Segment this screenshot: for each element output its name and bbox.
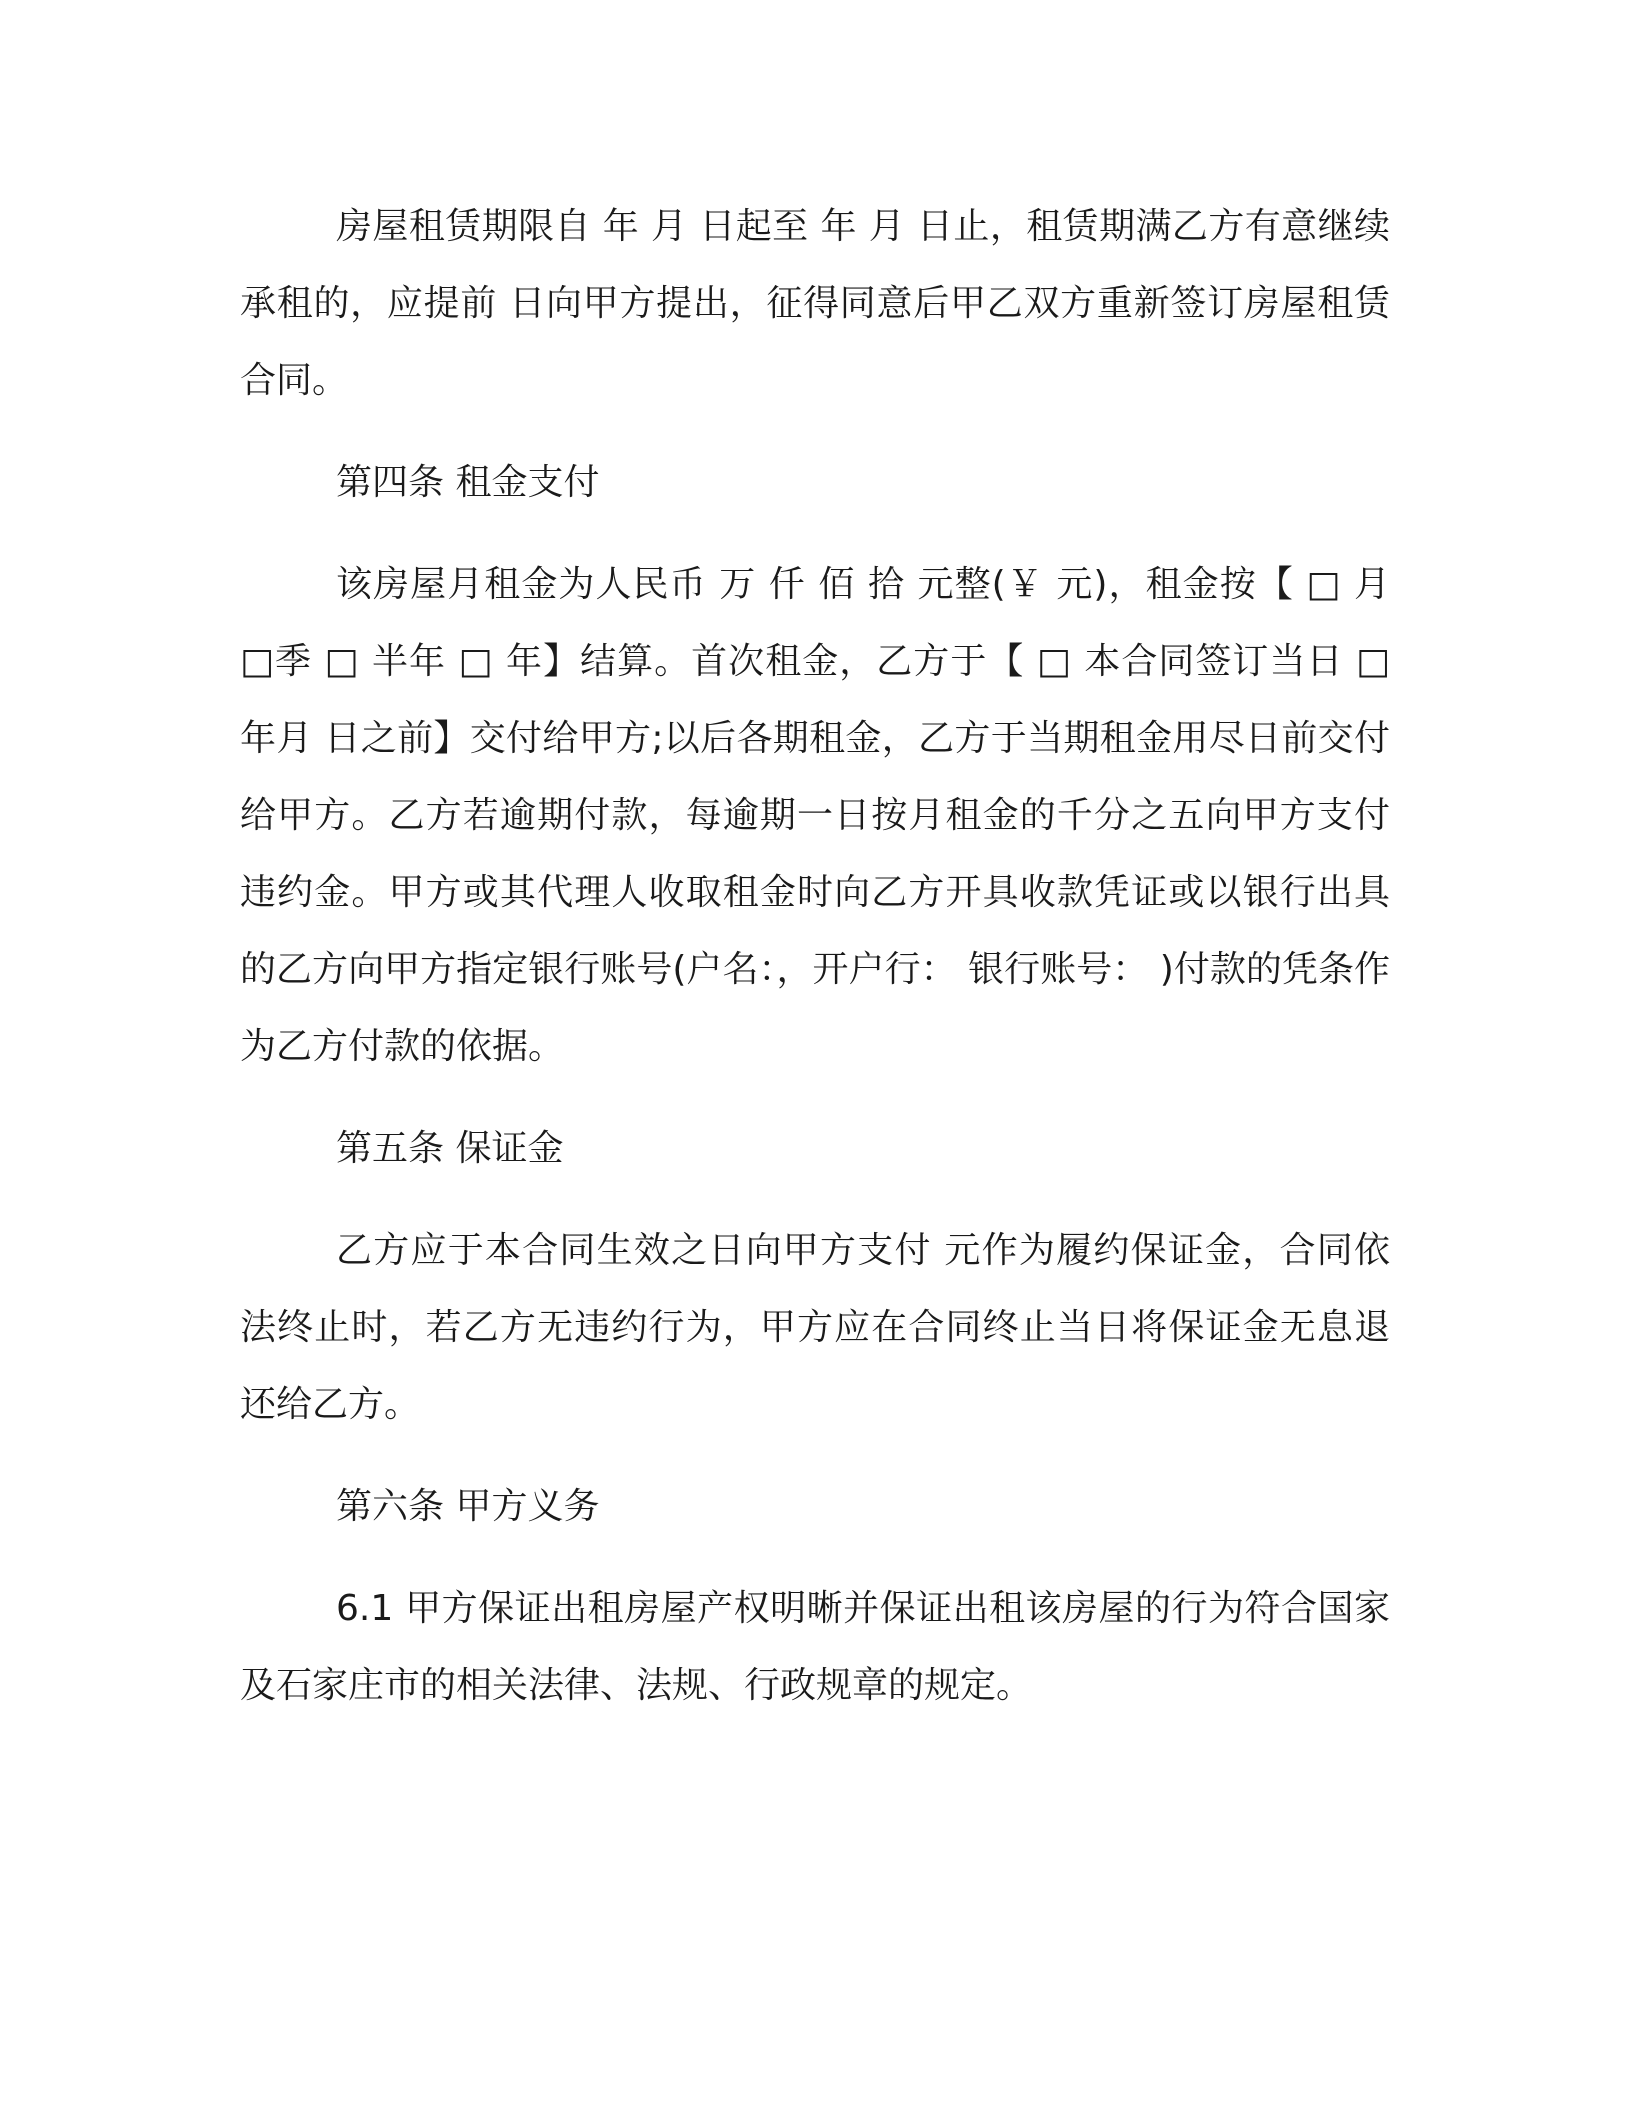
article-5-heading: 第五条 保证金 [336, 1128, 564, 1169]
landlord-obligation-paragraph: 6.1 甲方保证出租房屋产权明晰并保证出租该房屋的行为符合国家及石家庄市的相关法律、法规、行政规章的规定。 [240, 1588, 1390, 1706]
deposit-paragraph: 乙方应于本合同生效之日向甲方支付 元作为履约保证金，合同依法终止时，若乙方无违约行为，甲方应在合同终止当日将保证金无息退还给乙方。 [240, 1230, 1390, 1425]
article-6-heading: 第六条 甲方义务 [336, 1486, 600, 1527]
article-4-heading: 第四条 租金支付 [336, 462, 600, 503]
rent-payment-paragraph: 该房屋月租金为人民币 万 仟 佰 拾 元整(￥ 元)，租金按【 □ 月 □季 □ 半年 □ 年】结算。首次租金，乙方于【 □ 本合同签订当日 □ 年月 日之前】交付给甲方;以后各期租金，乙方于当期租金用尽日前交付给甲方。乙方若逾期付款，每逾期一日按月租金的千分之五向甲方支付违约金。甲方或其代理人收取租金时向乙方开具收款凭证或以银行出具的乙方向甲方指定银行账号(户名：，开户行： 银行账号： )付款的凭条作为乙方付款的依据。 [240, 564, 1390, 1067]
lease-term-paragraph: 房屋租赁期限自 年 月 日起至 年 月 日止，租赁期满乙方有意继续承租的，应提前 日向甲方提出，征得同意后甲乙双方重新签订房屋租赁合同。 [240, 206, 1390, 401]
document-body [240, 188, 1390, 1724]
